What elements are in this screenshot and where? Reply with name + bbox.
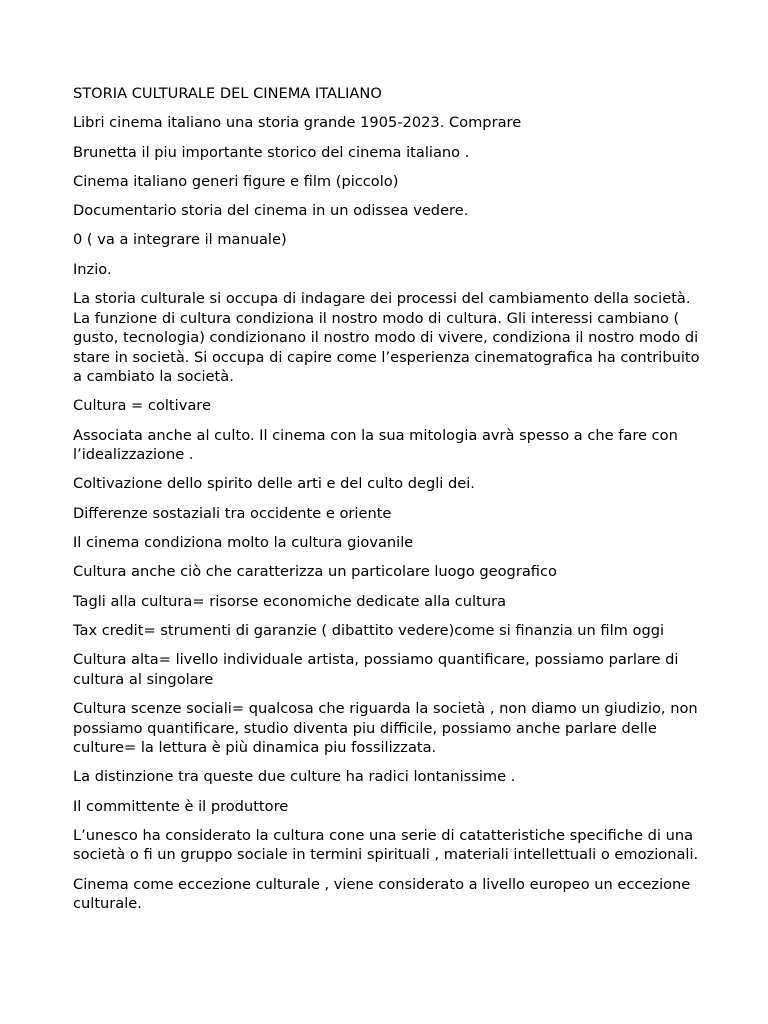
paragraph: Documentario storia del cinema in un odissea vedere.	[73, 202, 469, 220]
paragraph: Associata anche al culto. Il cinema con la sua mitologia avrà spesso a che fare con l’idealizzazione .	[73, 426, 678, 464]
paragraph: Cinema come eccezione culturale , viene considerato a livello europeo un eccezione culturale.	[73, 875, 691, 913]
paragraph: 0 ( va a integrare il manuale)	[73, 231, 287, 249]
paragraph: Brunetta il piu importante storico del cinema italiano .	[73, 143, 470, 161]
paragraph: Tagli alla cultura= risorse economiche dedicate alla cultura	[73, 592, 507, 610]
paragraph: L’unesco ha considerato la cultura cone una serie di catatteristiche specifiche di una società o fi un gruppo sociale in termini spirituali , materiali intellettuali o emozionali.	[73, 826, 699, 864]
paragraph: Cultura anche ciò che caratterizza un particolare luogo geografico	[73, 563, 557, 581]
paragraph: Il cinema condiziona molto la cultura giovanile	[73, 534, 414, 552]
paragraph: Inzio.	[73, 260, 112, 278]
paragraph: Tax credit= strumenti di garanzie ( dibattito vedere)come si finanzia un film oggi	[73, 621, 665, 639]
paragraph: Il committente è il produttore	[73, 797, 289, 815]
paragraph: Cinema italiano generi figure e film (piccolo)	[73, 172, 399, 190]
document-body	[73, 84, 703, 924]
paragraph: La storia culturale si occupa di indagare dei processi del cambiamento della società. La funzione di cultura condiziona il nostro modo di cultura. Gli interessi cambiano ( gusto, tecnologia) condizionano il nostro modo di vivere, condiziona il nostro modo di stare in società. Si occupa di capire come l’esperienza cinematografica ha contribuito a cambiato la società.	[73, 290, 700, 386]
document-title: STORIA CULTURALE DEL CINEMA ITALIANO	[73, 85, 382, 102]
paragraph: Coltivazione dello spirito delle arti e del culto degli dei.	[73, 475, 475, 493]
paragraph: La distinzione tra queste due culture ha radici lontanissime .	[73, 768, 516, 786]
paragraph: Libri cinema italiano una storia grande 1905-2023. Comprare	[73, 114, 522, 132]
paragraph: Cultura alta= livello individuale artista, possiamo quantificare, possiamo parlare di cultura al singolare	[73, 651, 679, 688]
paragraph: Cultura = coltivare	[73, 397, 211, 415]
paragraph: Differenze sostaziali tra occidente e oriente	[73, 504, 392, 522]
paragraph: Cultura scenze sociali= qualcosa che riguarda la società , non diamo un giudizio, non possiamo quantificare, studio diventa piu difficile, possiamo anche parlare delle culture= la lettura è più dinamica piu fossilizzata.	[73, 700, 698, 757]
